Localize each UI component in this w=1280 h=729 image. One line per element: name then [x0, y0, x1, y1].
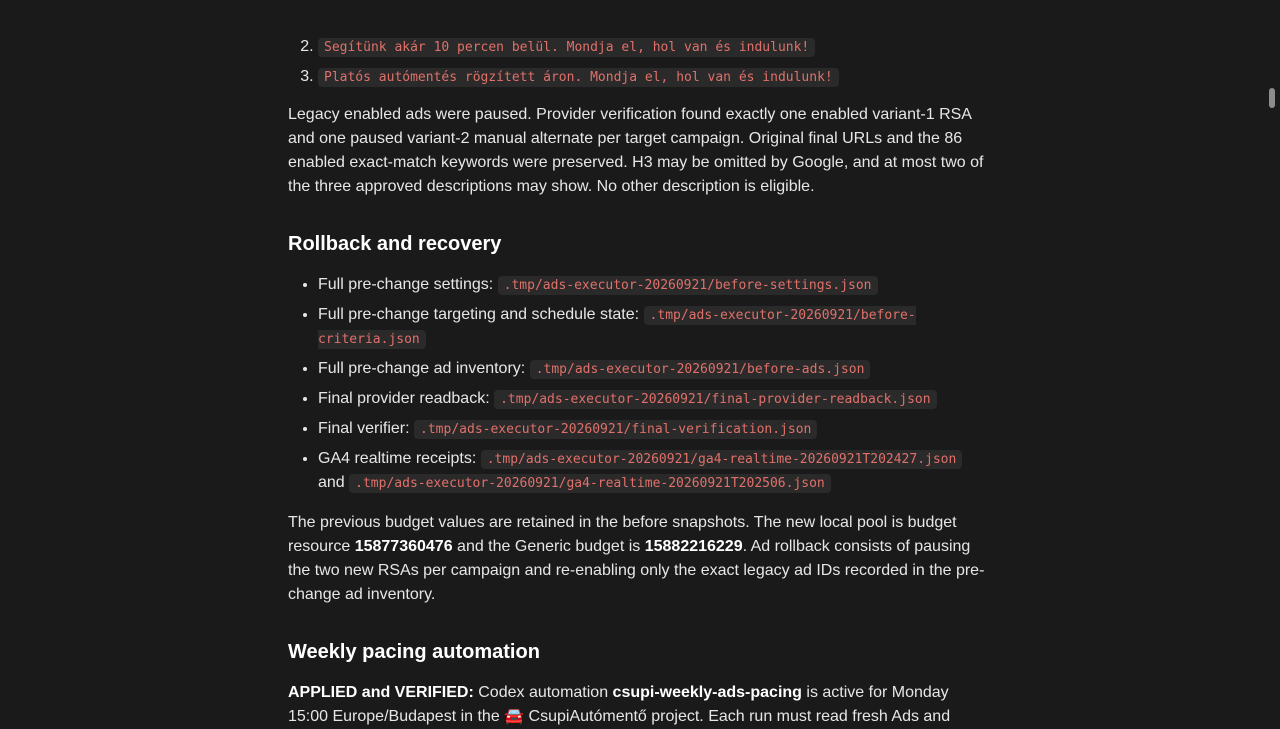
- budget-text: The previous budget values are retained in the before snapshots. The new local pool is budget resource: [288, 514, 957, 555]
- weekly-paragraph: [288, 681, 988, 729]
- list-item: [318, 417, 988, 441]
- item-label: Final provider readback:: [318, 390, 490, 407]
- item-label: Final verifier:: [318, 420, 410, 437]
- file-path-code: .tmp/ads-executor-20260921/final-verification.json: [414, 420, 817, 439]
- legacy-paragraph-block: [288, 103, 988, 199]
- list-item: [318, 387, 988, 411]
- file-path-code: .tmp/ads-executor-20260921/before-ads.json: [530, 360, 871, 379]
- weekly-paragraph-block: [288, 681, 988, 729]
- item-label: GA4 realtime receipts:: [318, 450, 477, 467]
- rollback-heading-block: [288, 230, 988, 258]
- and-text: and: [318, 474, 345, 491]
- list-item: [318, 273, 988, 297]
- status-label: APPLIED and VERIFIED:: [288, 684, 474, 701]
- file-path-code: .tmp/ads-executor-20260921/final-provider-readback.json: [494, 390, 936, 409]
- list-item: [318, 447, 988, 495]
- weekly-text: CsupiAutómentő project. Each run must read fresh Ads and: [524, 708, 951, 725]
- rollback-heading: Rollback and recovery: [288, 233, 502, 255]
- weekly-text: Codex automation: [473, 684, 613, 701]
- car-icon: 🚘: [504, 708, 525, 725]
- inline-code: Segítünk akár 10 percen belül. Mondja el, hol van és indulunk!: [318, 38, 815, 57]
- item-label: Full pre-change settings:: [318, 276, 494, 293]
- budget-resource-id: 15877360476: [354, 538, 453, 555]
- ordered-list: [288, 32, 988, 92]
- generic-budget-id: 15882216229: [644, 538, 743, 555]
- rollback-list: [288, 273, 988, 495]
- file-path-code: .tmp/ads-executor-20260921/before-criteria.json: [318, 308, 916, 347]
- list-item: [318, 303, 988, 351]
- ordered-list-section: [288, 32, 988, 92]
- inline-code: Platós autómentés rögzített áron. Mondja el, hol van és indulunk!: [318, 68, 839, 87]
- item-label: Full pre-change targeting and schedule state:: [318, 306, 640, 323]
- budget-text: . Ad rollback consists of pausing the two new RSAs per campaign and re-enabling only the exact legacy ad IDs recorded in the pre-change ad inventory.: [288, 538, 985, 603]
- list-item: [318, 357, 988, 381]
- scrollbar-thumb[interactable]: [1269, 88, 1275, 108]
- list-item: [318, 62, 988, 92]
- rollback-list-block: [288, 273, 988, 501]
- legacy-paragraph: Legacy enabled ads were paused. Provider verification found exactly one enabled variant-1 RSA and one paused variant-2 manual alternate per target campaign. Original final URLs and the 86 enabled exact-match keywords were preserved. H3 may be omitted by Google, and at most two of the three approved descriptions may show. No other description is eligible.: [288, 106, 984, 195]
- file-path-code: .tmp/ads-executor-20260921/before-settings.json: [498, 276, 878, 295]
- weekly-heading: Weekly pacing automation: [288, 641, 540, 663]
- budget-text: and the Generic budget is: [452, 538, 645, 555]
- budget-paragraph-block: [288, 511, 988, 607]
- item-label: Full pre-change ad inventory:: [318, 360, 526, 377]
- weekly-heading-block: [288, 638, 988, 666]
- weekly-text: is active for Monday 15:00 Europe/Budapest in the: [288, 684, 949, 725]
- file-path-code: .tmp/ads-executor-20260921/ga4-realtime-20260921T202427.json: [481, 450, 963, 469]
- automation-name: csupi-weekly-ads-pacing: [612, 684, 802, 701]
- file-path-code: .tmp/ads-executor-20260921/ga4-realtime-20260921T202506.json: [349, 474, 831, 493]
- budget-paragraph: [288, 511, 988, 607]
- list-item: [318, 32, 988, 62]
